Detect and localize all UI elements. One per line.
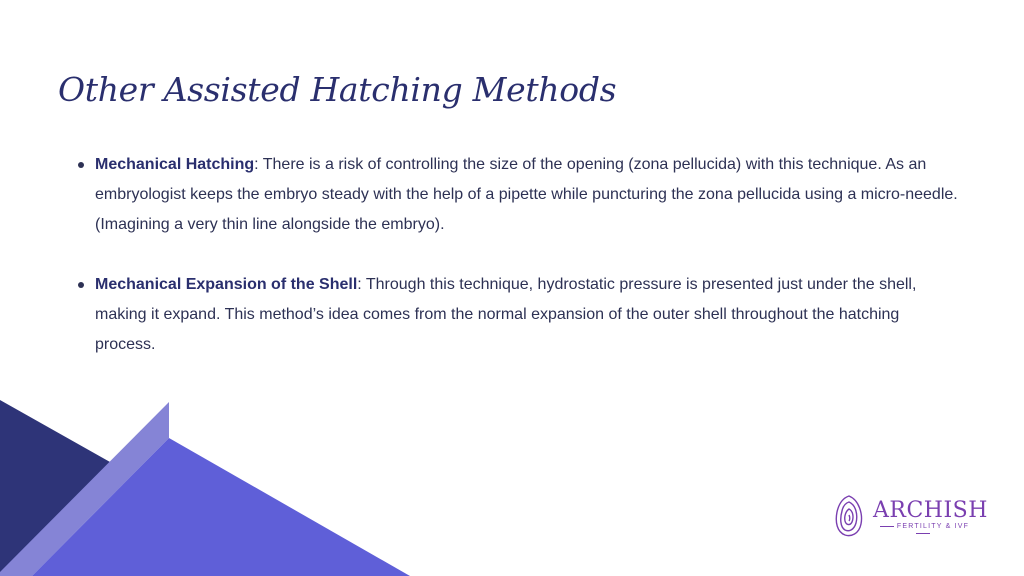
bullet-item bbox=[78, 150, 958, 240]
archish-logo-emblem-icon bbox=[833, 494, 865, 538]
decorative-corner-shapes bbox=[0, 400, 420, 576]
logo-tagline: FERTILITY & IVF bbox=[873, 523, 973, 537]
slide-title: Other Assisted Hatching Methods bbox=[58, 70, 617, 109]
bullet-item bbox=[78, 270, 958, 360]
bullet-text: : There is a risk of controlling the size of the opening (zona pellucida) with this technique. As an embryologist keeps the embryo steady with the help of a pipette while puncturing the zona pellucida using a micro-needle. (Imagining a very thin line alongside the embryo). bbox=[95, 156, 958, 233]
bullet-term: Mechanical Hatching bbox=[95, 156, 255, 173]
bullet-dot-icon bbox=[78, 282, 84, 288]
bullet-dot-icon bbox=[78, 162, 84, 168]
bullet-term: Mechanical Expansion of the Shell bbox=[95, 276, 358, 293]
bullet-text: : Through this technique, hydrostatic pressure is presented just under the shell, making it expand. This method’s idea comes from the normal expansion of the outer shell throughout the hatching process. bbox=[95, 276, 917, 353]
bullet-list bbox=[78, 150, 958, 390]
logo-name: ARCHISH bbox=[873, 498, 988, 523]
archish-logo bbox=[833, 494, 988, 538]
